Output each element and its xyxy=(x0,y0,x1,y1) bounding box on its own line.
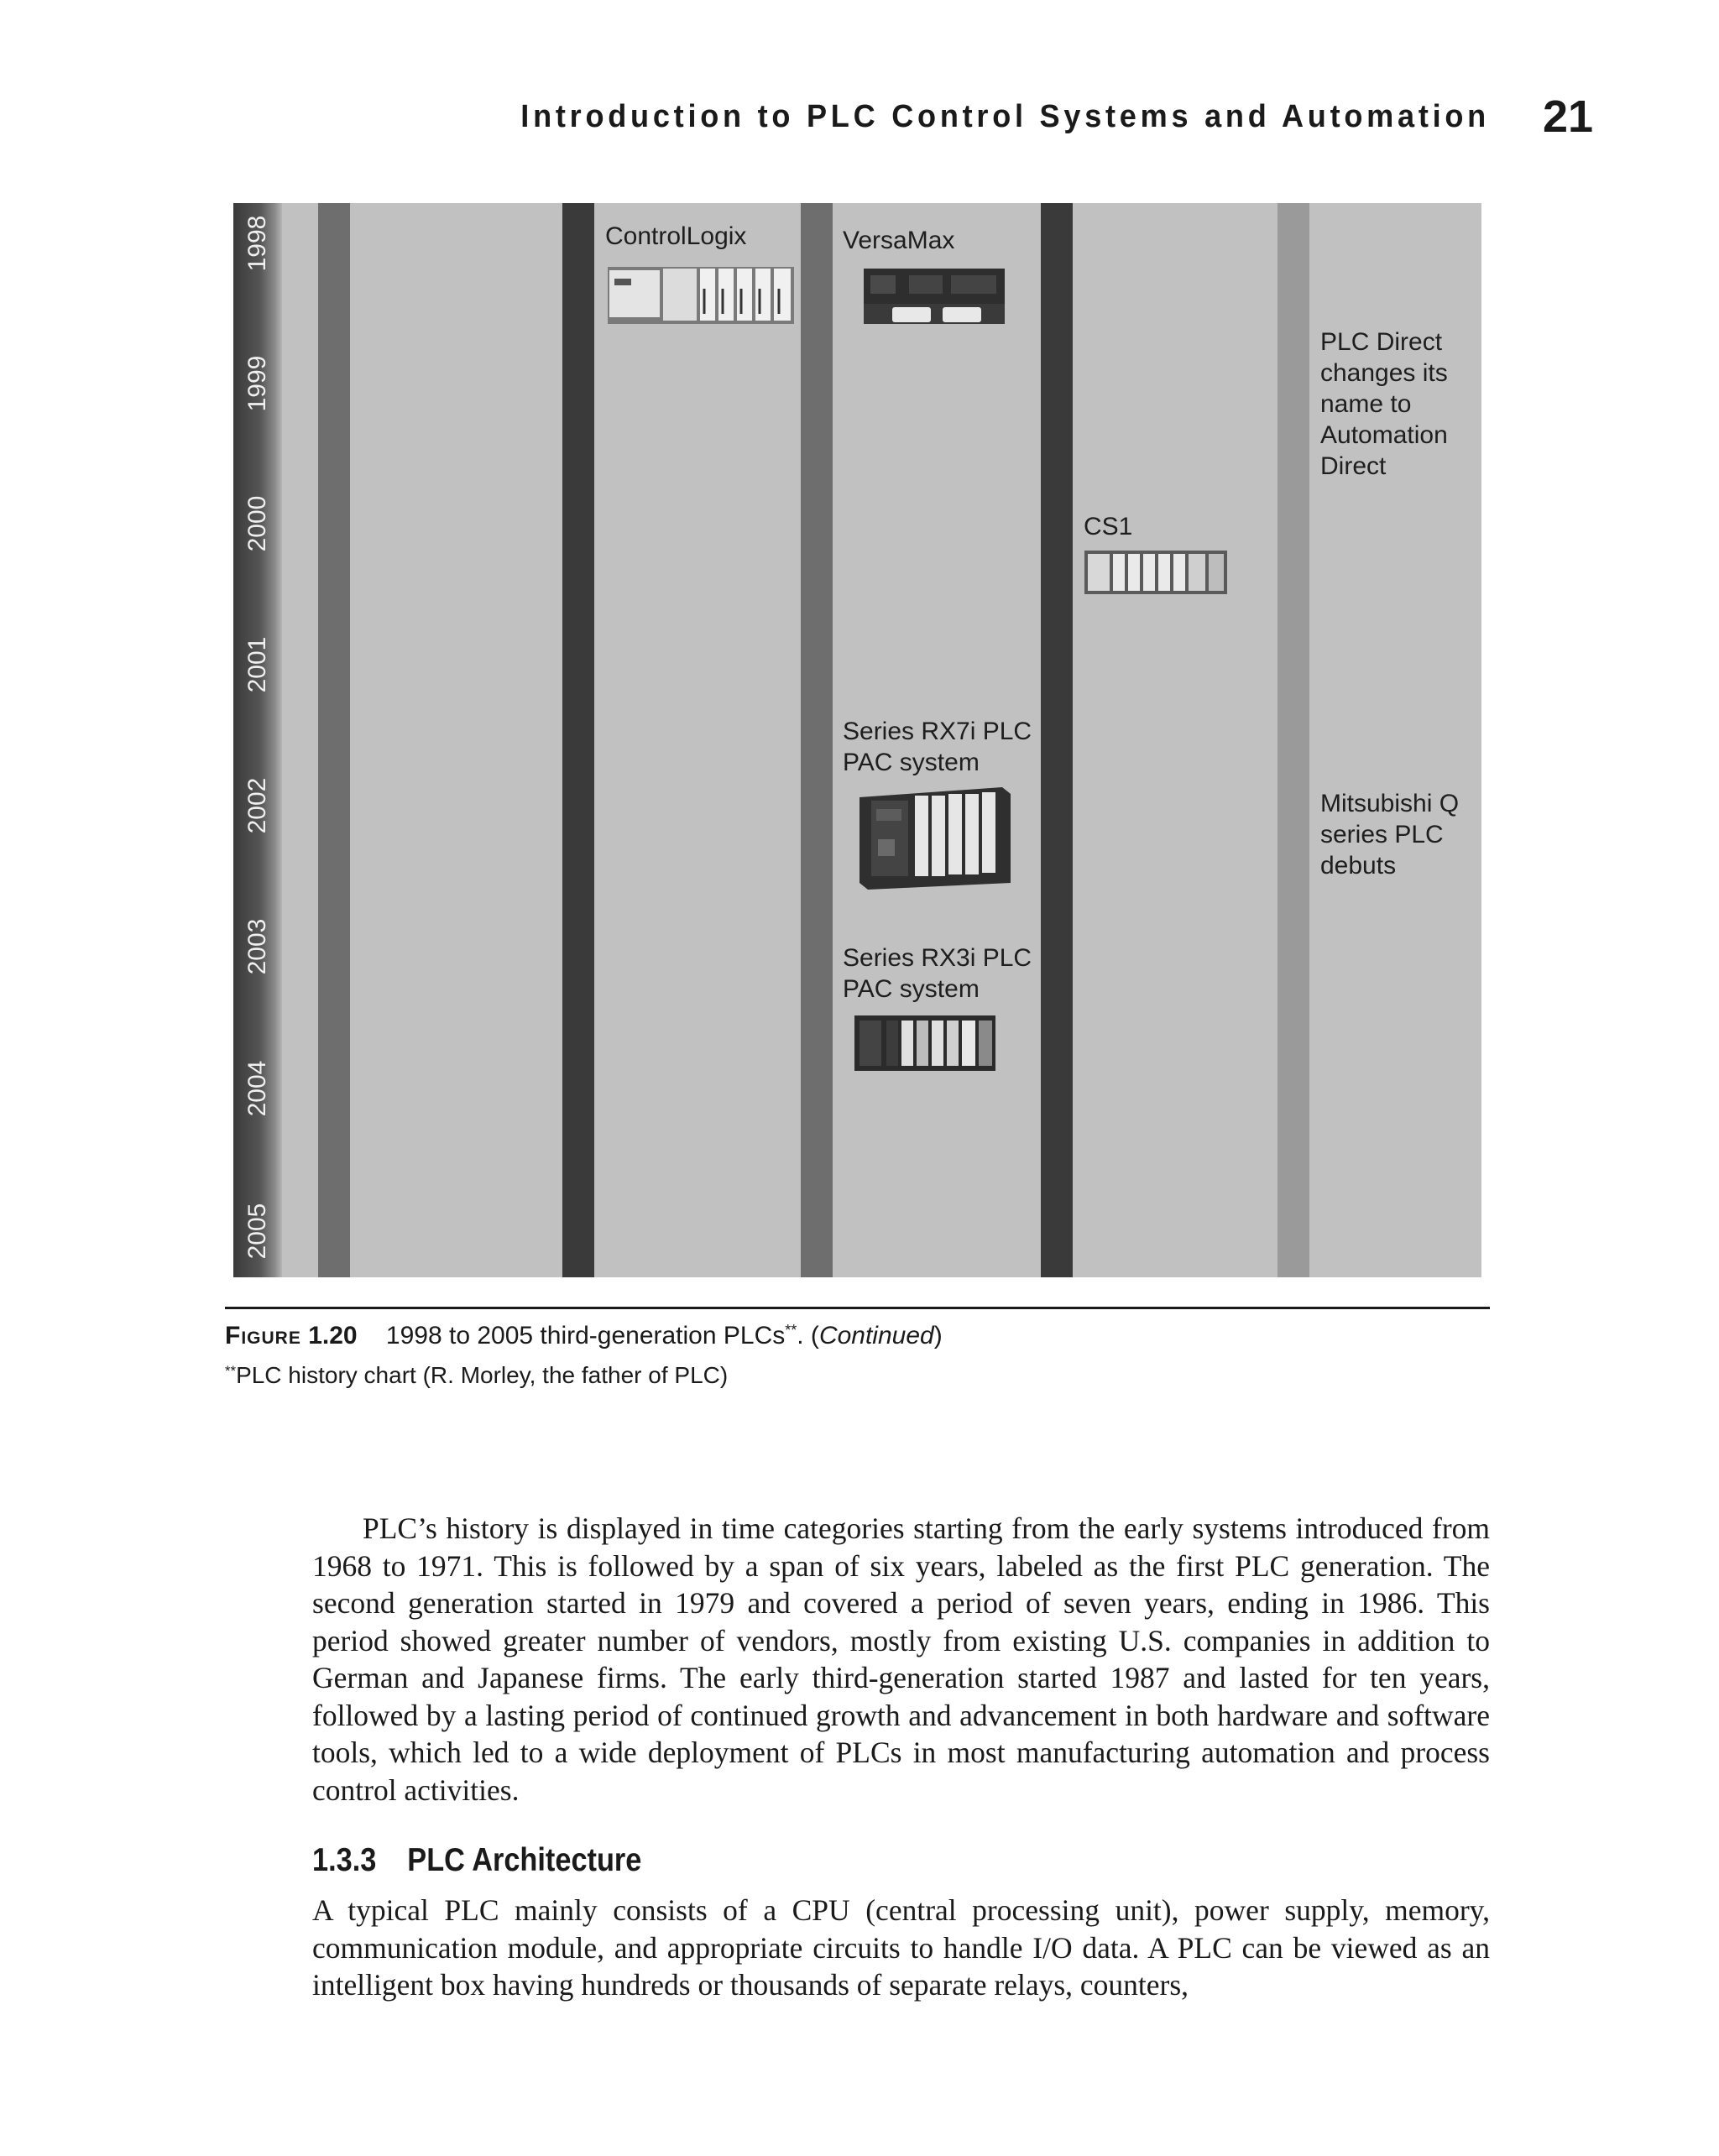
caption-marker: ** xyxy=(785,1322,797,1339)
footnote-text: PLC history chart (R. Morley, the father of PLC) xyxy=(236,1362,729,1389)
rx7i-label: Series RX7i PLC PAC system xyxy=(843,718,1032,776)
figure-footnote xyxy=(225,1356,728,1391)
body-paragraph-architecture: A typical PLC mainly consists of a CPU (central processing unit), power supply, memory, communication module, and appropriate circuits to handle I/O data. A PLC can be viewed as an intelligent box having hundreds or thousands of separate relays, counters, xyxy=(312,1893,1490,2002)
caption-continued: Continued xyxy=(818,1321,934,1349)
cs1-label: CS1 xyxy=(1084,513,1133,540)
controllogix-label: ControlLogix xyxy=(605,222,747,250)
cs1-device-image xyxy=(1084,547,1227,596)
caption-punct: . ( xyxy=(797,1321,819,1349)
column-divider xyxy=(1041,203,1073,1277)
caption-close: ) xyxy=(933,1321,943,1349)
section-title: PLC Architecture xyxy=(407,1842,642,1878)
year-timeline-bar: 1998 1999 2000 2001 2002 2003 2004 2005 xyxy=(233,203,282,1277)
footnote-marker: ** xyxy=(225,1363,237,1379)
column-divider xyxy=(1277,203,1309,1277)
body-paragraph-history: PLC’s history is displayed in time categories starting from the early systems introduced from 1968 to 1971. This is followed by a span of six years, labeled as the first PLC generation. The second generation started in 1979 and covered a period of seven years, ending in 1986. This period showed greater number of vendors, mostly from existing U.S. companies in addition to German and Japanese firms. The early third-generation started 1987 and lasted for ten years, followed by a lasting period of continued growth and advancement in both hardware and software tools, which led to a wide deployment of PLCs in most manufacturing automation and process control activities. xyxy=(312,1511,1490,1807)
plc-direct-label: PLC Direct changes its name to Automation Direct xyxy=(1320,328,1448,480)
figure-word: Figure xyxy=(225,1321,301,1349)
rx3i-label: Series RX3i PLC PAC system xyxy=(843,944,1032,1003)
figure-number: 1.20 xyxy=(308,1321,358,1349)
column-divider xyxy=(318,203,350,1277)
rx3i-device-image xyxy=(853,1010,997,1076)
versamax-label: VersaMax xyxy=(843,227,955,254)
controllogix-device-image xyxy=(608,264,794,326)
section-heading xyxy=(312,1842,641,1879)
plc-history-figure xyxy=(233,203,1481,1277)
page-number: 21 xyxy=(1543,91,1594,142)
caption-rule xyxy=(225,1307,1490,1309)
versamax-device-image xyxy=(859,264,1010,331)
rx7i-device-image xyxy=(851,784,1016,893)
mitsubishi-label: Mitsubishi Q series PLC debuts xyxy=(1320,790,1460,880)
running-header-title: Introduction to PLC Control Systems and Automation xyxy=(520,99,1490,134)
caption-text: 1998 to 2005 third-generation PLCs xyxy=(385,1321,786,1349)
column-divider xyxy=(801,203,833,1277)
column-divider xyxy=(562,203,594,1277)
figure-caption xyxy=(225,1313,943,1353)
section-number: 1.3.3 xyxy=(312,1842,377,1878)
